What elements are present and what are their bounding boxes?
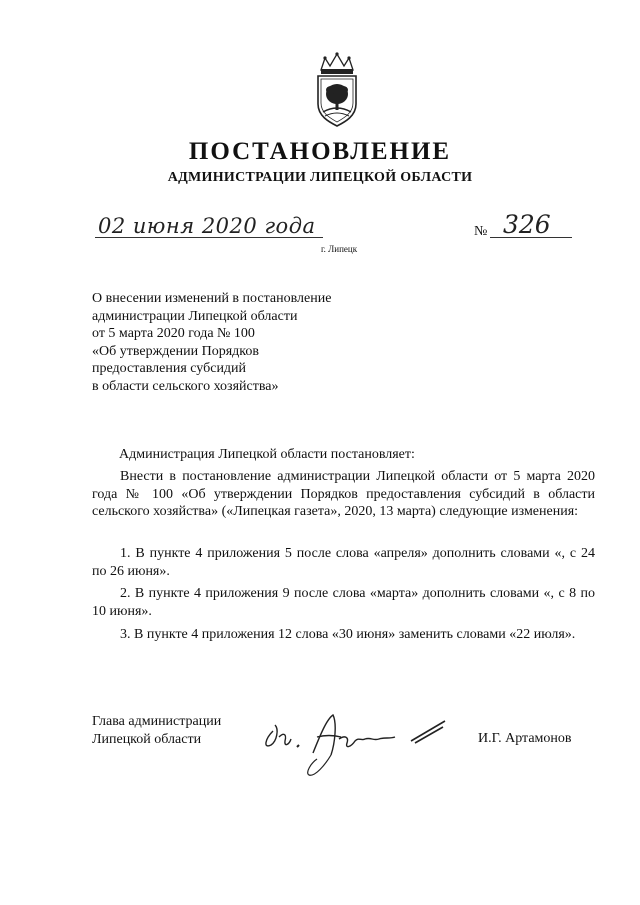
signer-name: И.Г. Артамонов: [478, 731, 572, 746]
subject-line: от 5 марта 2020 года № 100: [92, 326, 255, 342]
document-subtitle: АДМИНИСТРАЦИИ ЛИПЕЦКОЙ ОБЛАСТИ: [167, 170, 473, 185]
subject-line: администрации Липецкой области: [92, 308, 298, 324]
document-title: ПОСТАНОВЛЕНИЕ: [188, 138, 452, 165]
preamble: Администрация Липецкой области постановляет:: [119, 447, 415, 462]
subject-line: предоставления субсидий: [92, 361, 247, 377]
signer-title-line: Липецкой области: [92, 732, 202, 747]
handwritten-date: 02 июня 2020 года: [98, 214, 316, 238]
city-label: г. Липецк: [321, 244, 358, 254]
signer-title: [92, 713, 221, 749]
handwritten-signature: [255, 693, 455, 783]
subject-line: О внесении изменений в постановление: [92, 291, 332, 306]
date-underline: [95, 237, 323, 238]
document-number: 326: [503, 210, 551, 239]
document-subject: [92, 290, 331, 396]
amendment-item-3: 3. В пункте 4 приложения 12 слова «30 июня» заменить словами «22 июля».: [120, 627, 576, 642]
number-underline: [490, 237, 572, 238]
subject-line: «Об утверждении Порядков: [92, 343, 259, 359]
number-sign: №: [474, 224, 488, 239]
amendment-item-2: 2. В пункте 4 приложения 9 после слова «марта» дополнить словами «, с 8 по 10 июня».: [92, 586, 595, 619]
main-paragraph: Внести в постановление администрации Липецкой области от 5 марта 2020 года № 100 «Об утверждении Порядков предоставления субсидий в области сельского хозяйства» («Липецкая газета», 2020, 13 марта) следующие изменения:: [92, 469, 595, 520]
subject-line: в области сельского хозяйства»: [92, 378, 279, 394]
amendment-item-1: 1. В пункте 4 приложения 5 после слова «апреля» дополнить словами «, с 24 по 26 июня».: [92, 546, 595, 579]
coat-of-arms-icon: [311, 52, 363, 130]
signer-title-line: Глава администрации: [92, 714, 222, 729]
